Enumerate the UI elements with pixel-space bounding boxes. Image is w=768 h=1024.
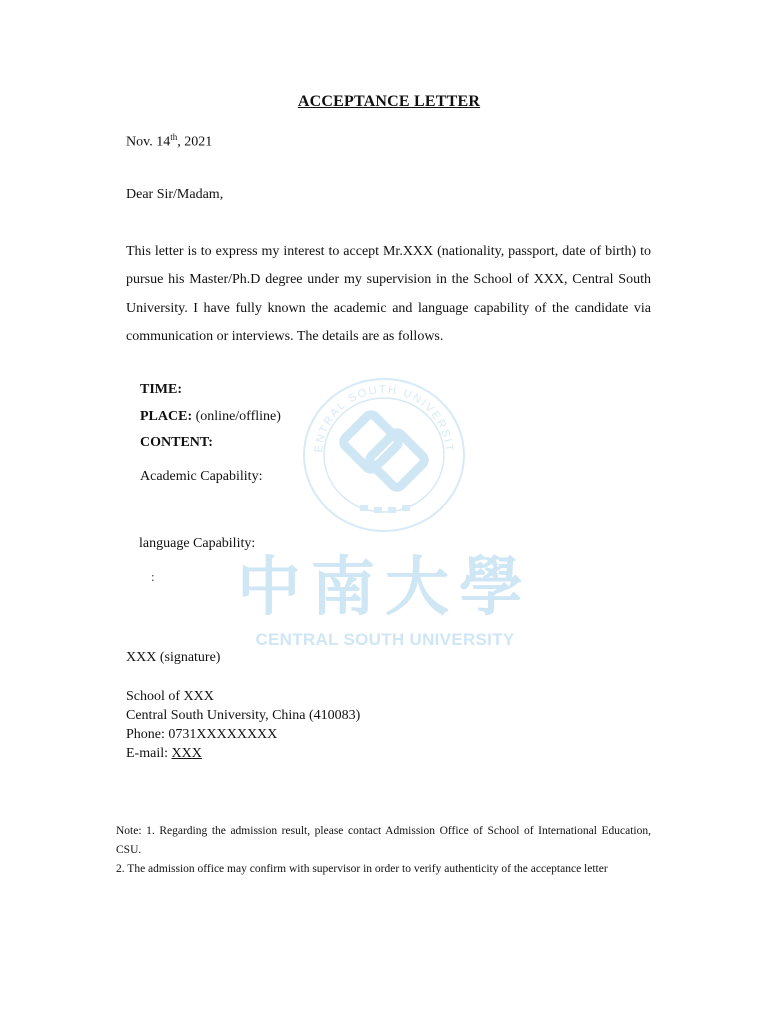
letter-body: This letter is to express my interest to accept Mr.XXX (nationality, passport, date of birth) to pursue his Master/Ph.D degree under my supervision in the School of XXX, Central South University. I have fully known the academic and language capability of the candidate via communication or interviews. The details are as follows. — [126, 244, 651, 345]
email-link[interactable]: XXX — [171, 746, 202, 761]
svg-text:CENTRAL SOUTH UNIVERSITY — [302, 377, 455, 454]
time-label: TIME: — [140, 382, 182, 397]
signature-line: XXX (signature) — [126, 650, 221, 665]
university-seal-watermark — [302, 377, 466, 533]
language-capability-label: language Capability: — [139, 536, 256, 551]
school-name: School of XXX — [126, 689, 214, 704]
content-field — [140, 435, 213, 451]
date-year: , 2021 — [177, 134, 213, 150]
place-field — [140, 409, 281, 425]
letter-title: ACCEPTANCE LETTER — [297, 93, 481, 110]
time-field — [140, 382, 182, 398]
phone-number: Phone: 0731XXXXXXXX — [126, 727, 278, 742]
letter-date — [126, 132, 212, 151]
salutation: Dear Sir/Madam, — [126, 187, 224, 202]
language-capability-colon: : — [151, 569, 155, 584]
place-label: PLACE: — [140, 409, 193, 424]
content-label: CONTENT: — [140, 435, 213, 450]
email-label: E-mail: — [126, 746, 172, 761]
university-english-name-watermark: CENTRAL SOUTH UNIVERSITY — [255, 630, 515, 649]
date-month-day: Nov. 14 — [126, 134, 171, 150]
note-line-2: 2. The admission office may confirm with supervisor in order to verify authenticity of the acceptance letter — [116, 863, 608, 875]
contact-block — [126, 687, 360, 763]
place-value: (online/offline) — [192, 409, 281, 424]
note-block — [116, 822, 651, 879]
seal-ring-text: ENTRAL SOUTH UNIVERSIT — [312, 383, 456, 454]
note-line-1: Note: 1. Regarding the admission result, please contact Admission Office of School of International Education, CSU. — [116, 825, 651, 856]
email-line — [126, 744, 360, 763]
university-chinese-name-watermark: 中南大學 — [237, 551, 533, 625]
date-suffix: th — [170, 132, 178, 142]
university-address: Central South University, China (410083) — [126, 708, 361, 723]
academic-capability-label: Academic Capability: — [140, 469, 263, 484]
